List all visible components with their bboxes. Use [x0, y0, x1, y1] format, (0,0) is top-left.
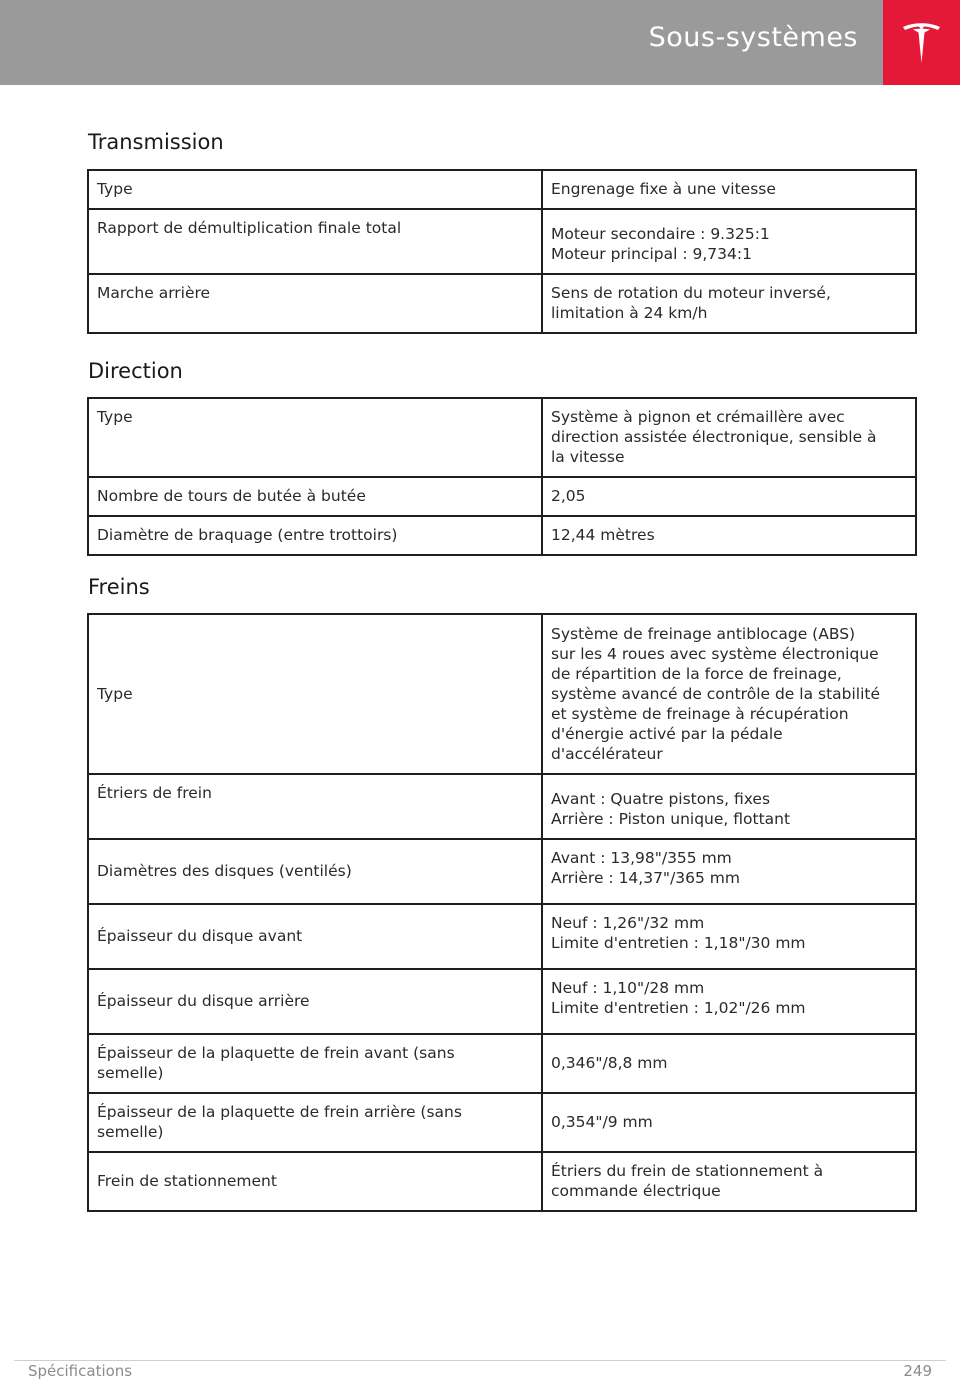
- section-title-transmission: Transmission: [88, 130, 224, 154]
- spec-value: 0,346"/8,8 mm: [542, 1034, 916, 1093]
- spec-value: Système de freinage antiblocage (ABS) sur les 4 roues avec système électronique de répartition de la force de freinage, système avancé de contrôle de la stabilité et système de freinage à récupération d'énergie activé par la pédale d'accélérateur: [542, 614, 916, 774]
- spec-label: Diamètre de braquage (entre trottoirs): [88, 516, 542, 555]
- transmission-table: [87, 169, 917, 334]
- section-title-direction: Direction: [88, 359, 183, 383]
- spec-value: Neuf : 1,10"/28 mm Limite d'entretien : 1,02"/26 mm: [542, 969, 916, 1034]
- header-title: Sous-systèmes: [648, 22, 858, 53]
- spec-label: Épaisseur du disque arrière: [88, 969, 542, 1034]
- table-row: [88, 839, 916, 904]
- spec-label: Nombre de tours de butée à butée: [88, 477, 542, 516]
- footer-divider: [14, 1360, 946, 1361]
- spec-label: Diamètres des disques (ventilés): [88, 839, 542, 904]
- table-row: [88, 209, 916, 274]
- page-header: [0, 0, 960, 85]
- table-row: [88, 774, 916, 839]
- direction-table: [87, 397, 917, 556]
- table-row: [88, 1093, 916, 1152]
- table-row: [88, 614, 916, 774]
- spec-value: 2,05: [542, 477, 916, 516]
- spec-value: Sens de rotation du moteur inversé, limitation à 24 km/h: [542, 274, 916, 333]
- table-row: [88, 969, 916, 1034]
- table-row: [88, 1152, 916, 1211]
- spec-value: Système à pignon et crémaillère avec direction assistée électronique, sensible à la vitesse: [542, 398, 916, 477]
- spec-label: Type: [88, 170, 542, 209]
- spec-label: Marche arrière: [88, 274, 542, 333]
- spec-value: Avant : Quatre pistons, fixes Arrière : Piston unique, flottant: [542, 774, 916, 839]
- spec-label: Épaisseur de la plaquette de frein avant (sans semelle): [88, 1034, 542, 1093]
- spec-value: 12,44 mètres: [542, 516, 916, 555]
- brand-logo: [883, 0, 960, 85]
- spec-value: Engrenage fixe à une vitesse: [542, 170, 916, 209]
- footer-page-number: 249: [903, 1362, 932, 1380]
- table-row: [88, 398, 916, 477]
- spec-value: Étriers du frein de stationnement à commande électrique: [542, 1152, 916, 1211]
- spec-value: Avant : 13,98"/355 mm Arrière : 14,37"/365 mm: [542, 839, 916, 904]
- spec-value: 0,354"/9 mm: [542, 1093, 916, 1152]
- table-row: [88, 274, 916, 333]
- spec-label: Épaisseur de la plaquette de frein arrière (sans semelle): [88, 1093, 542, 1152]
- table-row: [88, 1034, 916, 1093]
- spec-value: Neuf : 1,26"/32 mm Limite d'entretien : 1,18"/30 mm: [542, 904, 916, 969]
- spec-label: Type: [88, 614, 542, 774]
- section-title-freins: Freins: [88, 575, 150, 599]
- freins-table: [87, 613, 917, 1212]
- spec-label: Rapport de démultiplication finale total: [88, 209, 542, 274]
- tesla-logo-icon: [901, 19, 942, 65]
- table-row: [88, 904, 916, 969]
- spec-label: Frein de stationnement: [88, 1152, 542, 1211]
- table-row: [88, 170, 916, 209]
- spec-label: Épaisseur du disque avant: [88, 904, 542, 969]
- spec-label: Étriers de frein: [88, 774, 542, 839]
- table-row: [88, 477, 916, 516]
- spec-value: Moteur secondaire : 9.325:1 Moteur principal : 9,734:1: [542, 209, 916, 274]
- spec-label: Type: [88, 398, 542, 477]
- footer-section-name: Spécifications: [28, 1362, 133, 1380]
- table-row: [88, 516, 916, 555]
